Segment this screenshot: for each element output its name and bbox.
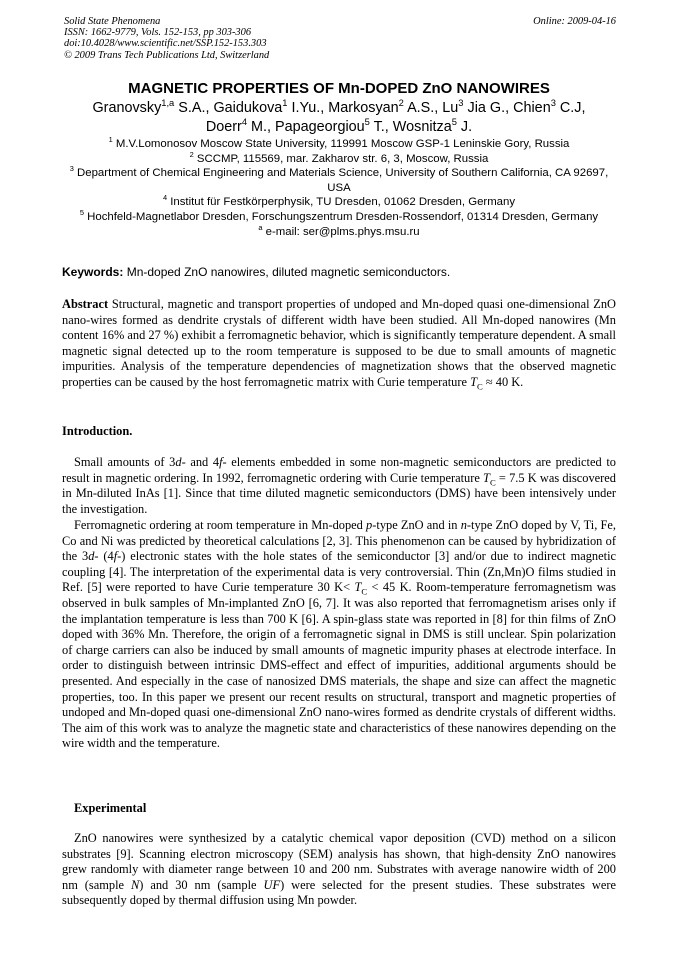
abstract: Abstract Structural, magnetic and transport properties of undoped and Mn-doped quasi one-dimensional ZnO nano-wires formed as dendrite crystals of different width have been studied. All Mn-doped nanowires (Mn content 16% and 27 %) exhibit a ferromagnetic behavior, which is significantly temperature dependent. A small magnetic signal detected up to the room temperature is supposed to be due to small amounts of magnetic impurities. Analysis of the temperature dependencies of magnetization shows that the observed magnetic properties can be caused by the host ferromagnetic matrix with Curie temperature $T_C \approx 40$ K. [62, 297, 616, 392]
introduction-paragraph-1: Small amounts of 3d- and 4f- elements embedded in some non-magnetic semiconductors are predicted to result in magnetic ordering. In 1992, ferromagnetic ordering with Curie temperature $T_C = 7.5$ K was discovered in Mn-diluted InAs [1]. Since that time diluted magnetic semiconductors (DMS) have been intensively under the investigation. [62, 455, 617, 516]
affiliation: $^5$ Hochfeld-Magnetlabor Dresden, Forschungszentrum Dresden-Rossendorf, 01314 Dresden, Germany [79, 208, 599, 223]
experimental-heading: Experimental [74, 801, 147, 815]
introduction-paragraph-2: Ferromagnetic ordering at room temperature in Mn-doped p-type ZnO and in n-type ZnO doped by V, Ti, Fe, Co and Ni was predicted by theoretical calculations [2, 3]. This phenomenon can be caused by hybridization of the 3d- (4f-) electronic states with the hole states of the semiconductor [3] and/or due to indirect magnetic coupling [4]. The interpretation of the experimental data is very controversial. Thin (Zn,Mn)O films studied in Ref. [5] were reported to have Curie temperature 30 $K< T_C < 45$ K. Room-temperature ferromagnetism was observed in bulk samples of Mn-implanted ZnO [6, 7]. It was also reported that ferromagnetism arises only if the implantation temperature is less than 700 K [6]. A spin-glass state was reported in [8] for thin films of ZnO doped with 36% Mn. Therefore, the origin of a ferromagnetic signal in DMS is still unclear. Spin polarization of charge carriers can also be induced by small amounts of magnetic impurity phases at electrode interface. In order to distinguish between intrinsic DMS-effect and effect of impurities, additional arguments should be presented. And especially in the case of nanosized DMS materials, the shape and size can affect the magnetic properties, too. In this paper we present our recent results on structural, transport and magnetic properties of undoped and Mn-doped quasi one-dimensional ZnO nano-wires formed as dendrite crystals of different widths. The aim of this work was to analyze the magnetic state and characteristics of these nanowires depending on the wire width and the temperature. [62, 518, 617, 751]
author: Papageorgiou$^5$ T., [275, 117, 393, 135]
author: Chien$^3$ C.J, [513, 98, 586, 116]
author: Markosyan$^2$ A.S., [328, 98, 443, 116]
author-list [62, 99, 616, 137]
online-date: Online: 2009-04-16 [533, 16, 616, 27]
journal-header [64, 16, 269, 61]
journal-name: Solid State Phenomena [64, 16, 161, 27]
author: Wosnitza$^5$ J. [392, 117, 473, 135]
experimental-paragraph-1: ZnO nanowires were synthesized by a catalytic chemical vapor deposition (CVD) method on a silicon substrates [9]. Scanning electron microscopy (SEM) analysis has shown, that high-density ZnO nanowires grew randomly with diameter range between 10 and 200 nm. Substrates with average nanowire width of 200 nm (sample N) and 30 nm (sample UF) were selected for the present studies. These substrates were subsequently doped by thermal diffusion using Mn powder. [62, 831, 616, 908]
affiliation: $^3$ Department of Chemical Engineering and Materials Science, University of Southern California, CA 92697, USA [69, 164, 609, 194]
affiliation: $^4$ Institut für Festkörperphysik, TU Dresden, 01062 Dresden, Germany [162, 193, 516, 209]
author: Gaidukova$^1$ I.Yu., [213, 98, 329, 116]
paper-title: MAGNETIC PROPERTIES OF Mn-DOPED ZnO NANOWIRES [128, 80, 550, 97]
abstract-label: Abstract [62, 297, 109, 311]
keywords-label: Keywords: [62, 265, 124, 279]
author: Lu$^3$ Jia G., [442, 98, 514, 116]
author: Doerr$^4$ M., [205, 117, 276, 135]
email-affiliation: $^a$ e-mail: ser@plms.phys.msu.ru [258, 222, 420, 238]
affiliation-list [62, 137, 616, 239]
abstract-text: Structural, magnetic and transport properties of undoped and Mn-doped quasi one-dimensional ZnO nano-wires formed as dendrite crystals of different width have been studied. All Mn-doped nanowires (Mn content 16% and 27 %) exhibit a ferromagnetic behavior, which is significantly temperature dependent. A small magnetic signal detected up to the room temperature is supposed to be due to small amounts of magnetic impurities. Analysis of the temperature dependencies of magnetization shows that the observed magnetic properties can be caused by the host ferromagnetic matrix with Curie temperature [62, 297, 616, 389]
affiliation: $^2$ SCCMP, 115569, mar. Zakharov str. 6, 3, Moscow, Russia [189, 149, 489, 165]
copyright-line: © 2009 Trans Tech Publications Ltd, Switzerland [64, 49, 270, 61]
affiliation: $^1$ M.V.Lomonosov Moscow State University, 119991 Moscow GSP-1 Leninskie Gory, Russia [108, 135, 570, 150]
author: Granovsky$^{1,a}$ S.A., [92, 98, 214, 116]
issn-line: ISSN: 1662-9779, Vols. 152-153, pp 303-306 [64, 27, 252, 39]
introduction-heading: Introduction. [62, 424, 133, 438]
doi-line: doi:10.4028/www.scientific.net/SSP.152-153.303 [64, 38, 267, 50]
keywords-text: Mn-doped ZnO nanowires, diluted magnetic semiconductors. [123, 265, 451, 279]
keywords [62, 265, 616, 280]
